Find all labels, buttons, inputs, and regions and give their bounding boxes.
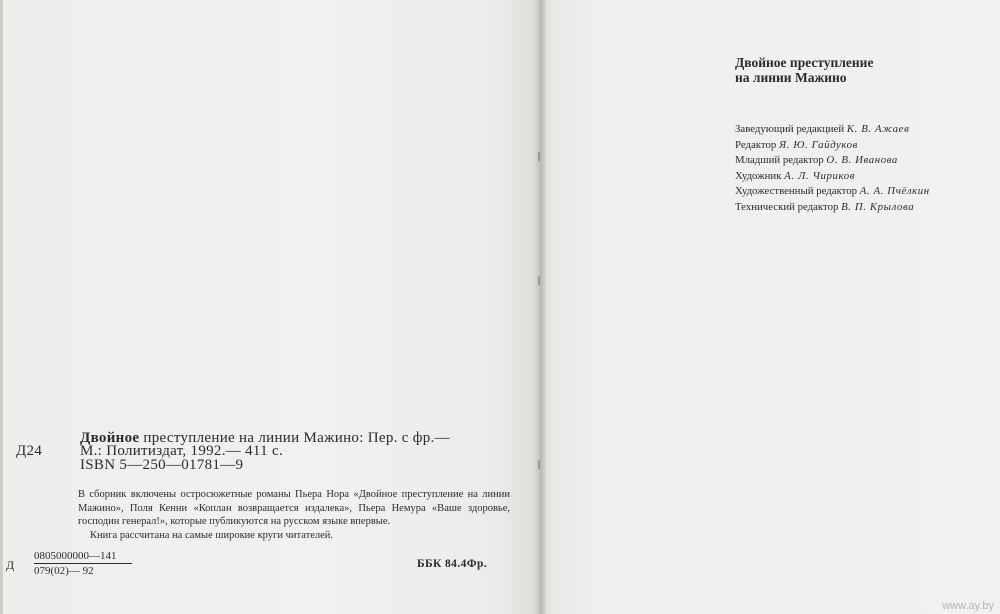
credit-row [735, 122, 930, 138]
bbk-code: ББК 84.4Фр. [417, 558, 488, 570]
binding-stitch [538, 460, 540, 469]
catalog-title-rest: преступление на линии Мажино: Пер. с фр.— [139, 430, 450, 446]
credit-role: Редактор [735, 138, 777, 151]
page-edge [0, 0, 3, 614]
book-gutter [533, 0, 547, 614]
credits-list [735, 122, 930, 215]
credit-role: Заведующий редакцией [735, 123, 845, 135]
credit-row [735, 153, 930, 169]
catalog-isbn-line: ISBN 5—250—01781—9 [80, 457, 244, 473]
book-title-line: Двойное преступление [735, 55, 874, 70]
annotation-paragraph: Книга рассчитана на самые широкие круги читателей. [90, 529, 333, 541]
credit-name: О. В. Иванова [826, 154, 898, 166]
index-numerator: 0805000000—141 [34, 550, 132, 564]
catalog-publisher-line: М.: Политиздат, 1992.— 411 с. [80, 443, 284, 459]
credit-name: Я. Ю. Гайдуков [778, 138, 858, 151]
credit-role: Художественный редактор [735, 185, 858, 197]
book-title [735, 55, 873, 85]
credit-row [735, 169, 930, 185]
annotation [78, 488, 510, 542]
credit-name: А. А. Пчёлкин [859, 185, 930, 197]
index-denominator: 079(02)— 92 [34, 565, 94, 577]
catalog-code: Д24 [16, 443, 43, 459]
annotation-paragraph: В сборник включены остросюжетные романы Пьера Нора «Двойное преступление на линии Мажино», Поля Кенни «Коплан возвращается издалека», Пьера Немура «Ваше здоровье, господин генерал!», которые публикуются на русском языке впервые. [78, 489, 510, 528]
index-fraction [34, 550, 132, 577]
binding-stitch [538, 152, 540, 161]
right-page [540, 0, 1000, 614]
credit-name: К. В. Ажаев [846, 123, 910, 135]
credit-role: Младший редактор [735, 154, 824, 166]
credit-name: А. Л. Чириков [784, 169, 856, 182]
credit-row [735, 200, 930, 216]
credit-row [735, 184, 930, 200]
credit-role: Художник [735, 169, 782, 182]
credit-name: В. П. Крылова [841, 200, 915, 213]
catalog-title-bold: Двойное [80, 430, 140, 446]
index-letter: Д [6, 558, 15, 572]
book-title-line: на линии Мажино [735, 70, 847, 85]
binding-stitch [538, 276, 540, 285]
site-watermark: www.ay.by [942, 600, 994, 612]
credit-row [735, 138, 930, 154]
credit-role: Технический редактор [735, 200, 839, 213]
